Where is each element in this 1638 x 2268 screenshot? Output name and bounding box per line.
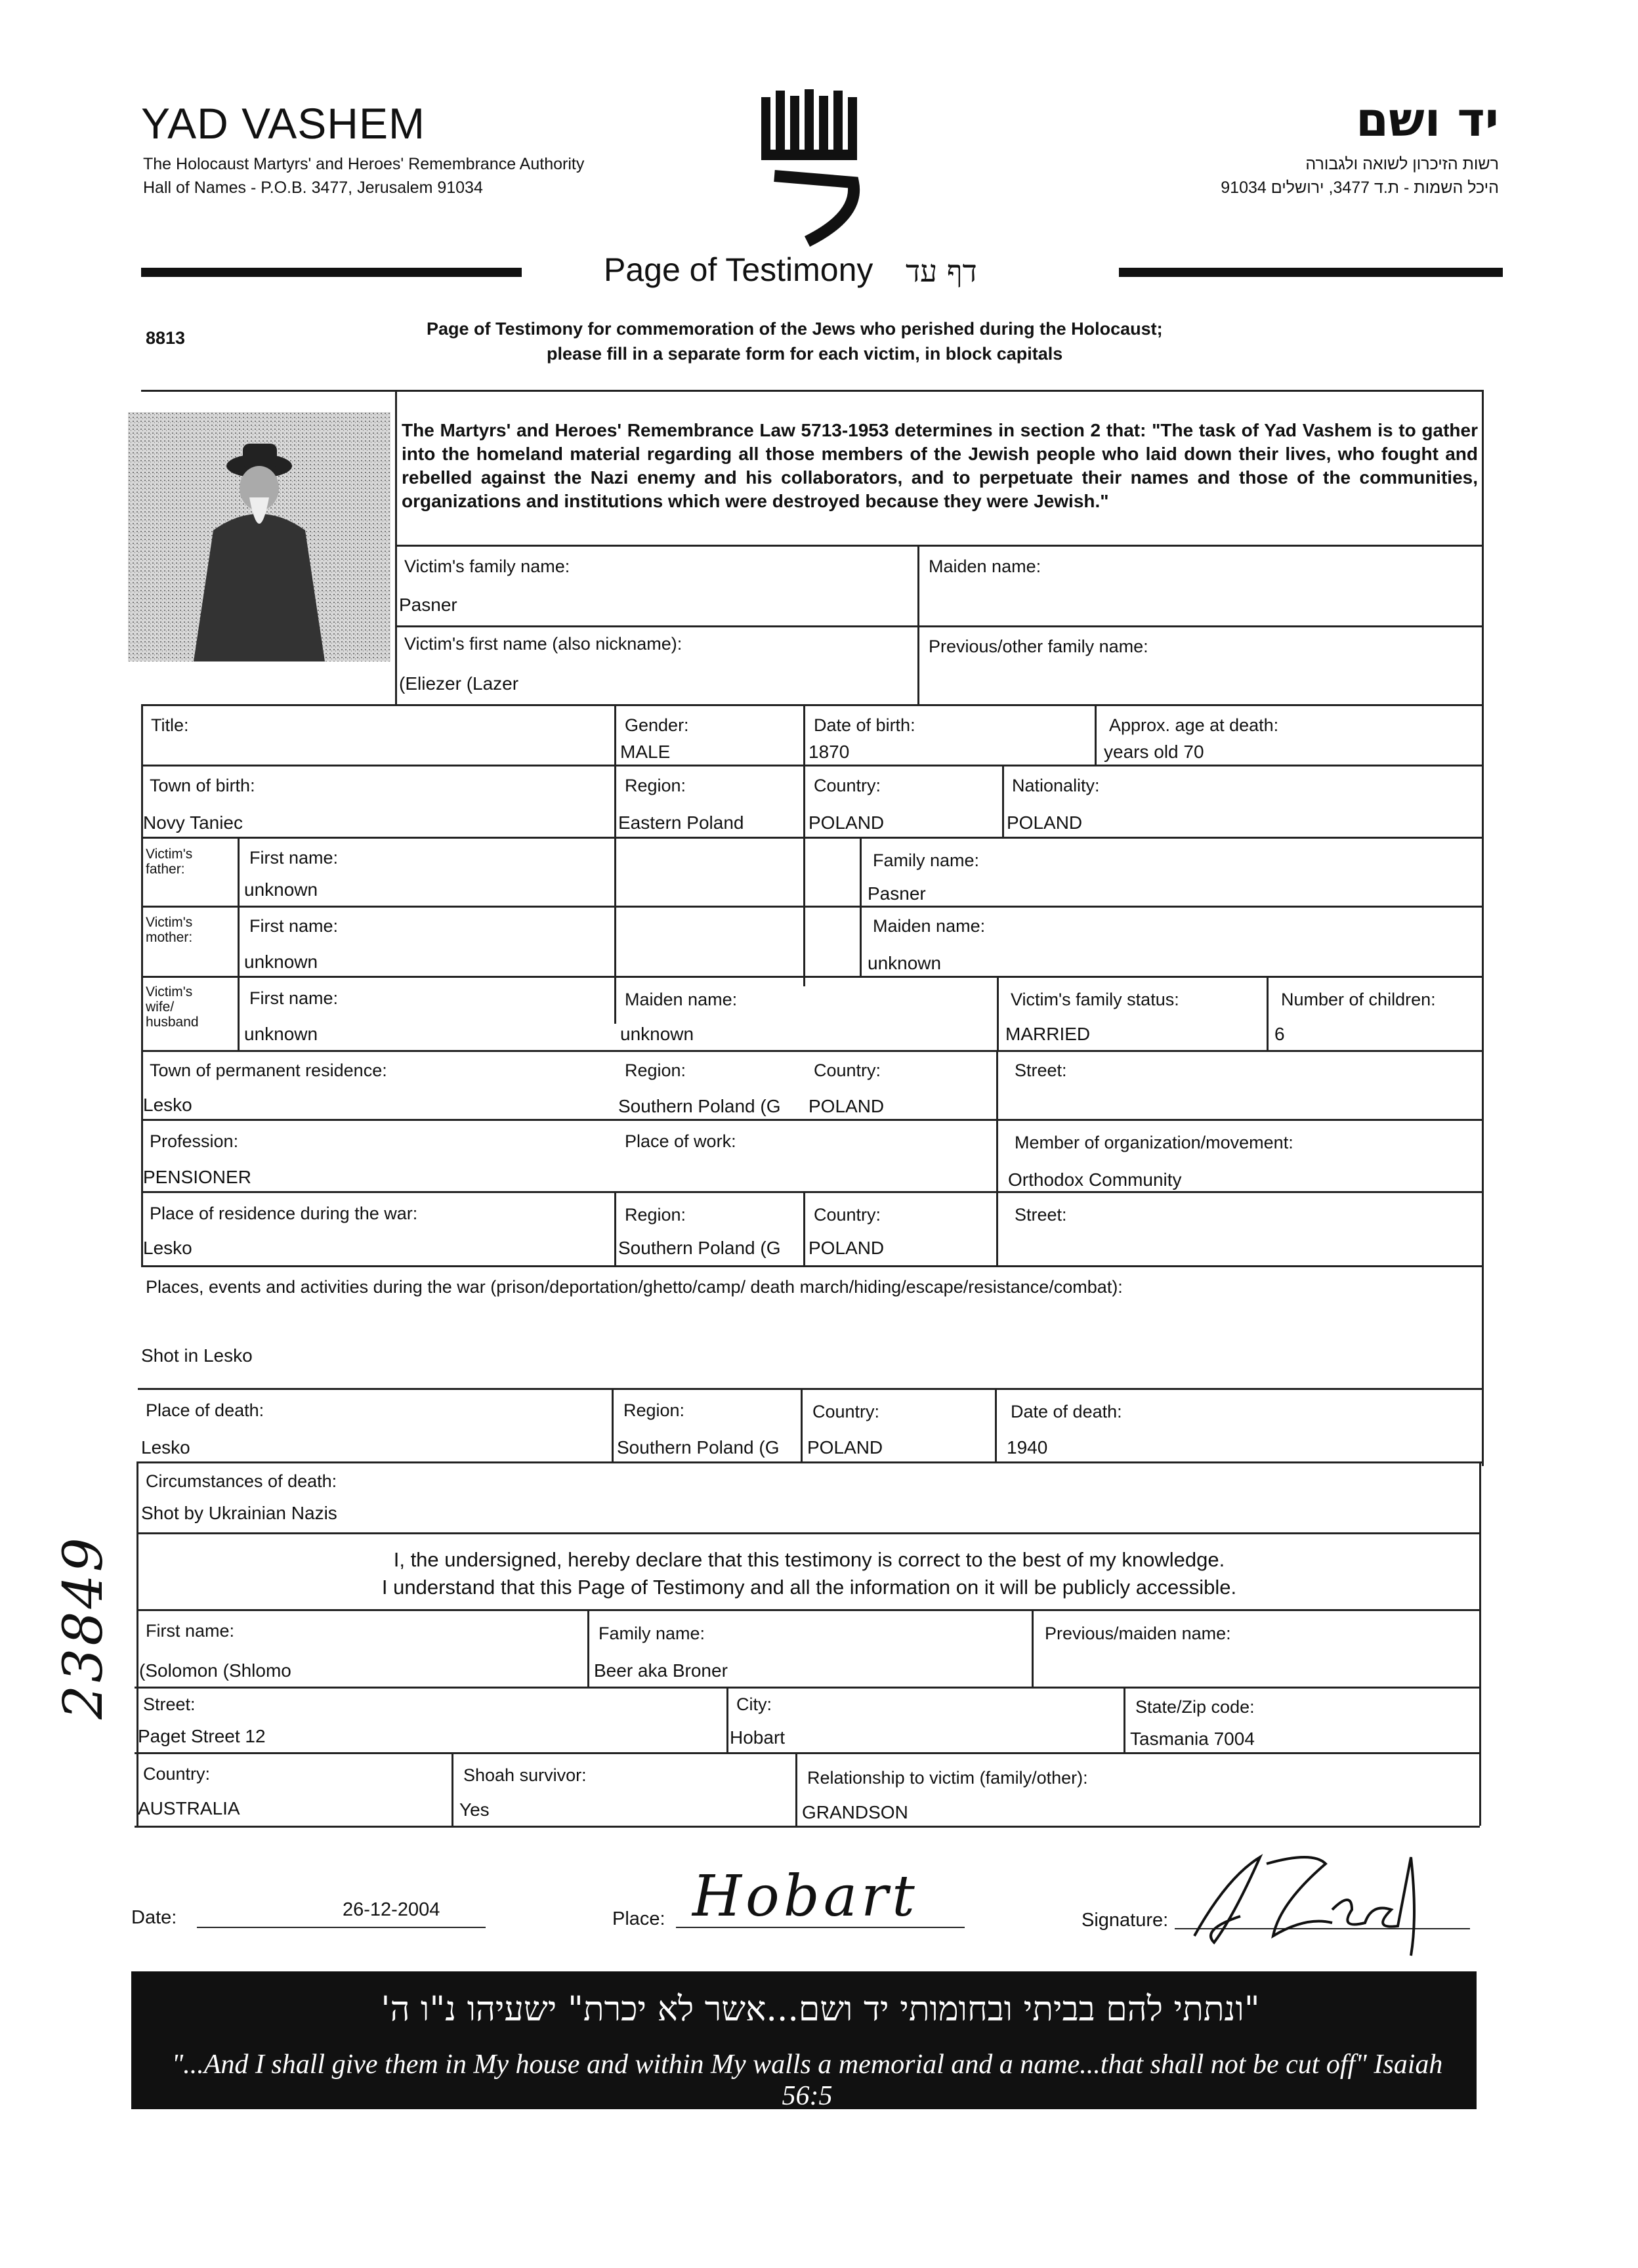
submitter-street[interactable]: Paget Street 12 [138,1726,266,1746]
war-residence-label: Place of residence during the war: [150,1204,418,1223]
father-row-label: Victim's father: [146,847,193,877]
org-line-2: Hall of Names - P.O.B. 3477, Jerusalem 91034 [143,178,483,197]
mother-maiden-name-label: Maiden name: [873,916,986,936]
events-value[interactable]: Shot in Lesko [141,1345,253,1366]
submitter-street-label: Street: [143,1694,196,1714]
form-number: 8813 [146,328,186,348]
shoah-survivor-value[interactable]: Yes [459,1799,490,1820]
submitter-city-label: City: [736,1694,772,1714]
relationship-label: Relationship to victim (family/other): [807,1768,1088,1788]
place-of-work-label: Place of work: [625,1131,736,1151]
events-label: Places, events and activities during the war (prison/deportation/ghetto/camp/ death march/hiding/escape/resistance/combat): [146,1277,1123,1297]
submitter-family-name[interactable]: Beer aka Broner [594,1660,728,1681]
org-line-1: The Holocaust Martyrs' and Heroes' Remembrance Authority [143,155,585,173]
spouse-maiden-name-label: Maiden name: [625,990,738,1009]
war-residence-value[interactable]: Lesko [143,1238,192,1258]
submitter-first-name-label: First name: [146,1621,235,1641]
org-name: YAD VASHEM [141,99,425,148]
residence-country-value[interactable]: POLAND [808,1096,885,1116]
spouse-row-label: Victim's wife/ husband [146,984,199,1030]
town-of-birth-value[interactable]: Novy Taniec [143,812,243,833]
death-country-label: Country: [812,1402,880,1421]
quote-banner [131,1971,1477,2109]
father-family-name-label: Family name: [873,850,980,870]
header-rule-left [141,268,522,277]
dob-label: Date of birth: [814,715,915,735]
submitter-country[interactable]: AUSTRALIA [138,1798,240,1818]
war-country-label: Country: [814,1205,881,1225]
banner-hebrew: "ונתתי להם בביתי ובחומותי יד ושם...אשר לא יכרת" ישעיהו נ"ו ה' [381,1990,1260,2029]
previous-family-name-label: Previous/other family name: [929,637,1148,656]
father-first-name[interactable]: unknown [244,879,318,900]
mother-maiden-name[interactable]: unknown [868,953,942,973]
war-region-label: Region: [625,1205,686,1225]
date-of-death-label: Date of death: [1011,1402,1122,1421]
header-rule-right [1119,268,1503,277]
date-label: Date: [131,1907,177,1928]
place-handwritten[interactable]: Hobart [692,1864,919,1929]
father-first-name-label: First name: [249,848,339,868]
signature-label: Signature: [1082,1910,1169,1931]
birth-country-label: Country: [814,776,881,795]
family-status-label: Victim's family status: [1011,990,1179,1009]
submitter-state-label: State/Zip code: [1135,1697,1255,1717]
instructions-1: Page of Testimony for commemoration of the Jews who perished during the Holocaust; [427,319,1163,339]
residence-region-value[interactable]: Southern Poland (G [618,1096,781,1116]
submitter-prev-name-label: Previous/maiden name: [1045,1624,1231,1643]
victim-family-name-label: Victim's family name: [404,556,570,576]
declaration [138,1546,1480,1601]
title-label: Title: [151,715,189,735]
mother-first-name-label: First name: [249,916,339,936]
hebrew-line-2: היכל השמות - ת.ד 3477, ירושלים 91034 [1221,178,1499,197]
war-street-label: Street: [1015,1205,1067,1225]
spouse-first-name[interactable]: unknown [244,1024,318,1044]
age-at-death-label: Approx. age at death: [1109,715,1279,735]
victim-photo [128,412,390,662]
children-value[interactable]: 6 [1274,1024,1285,1044]
signature-handwriting[interactable] [1175,1838,1450,1969]
profession-value[interactable]: PENSIONER [143,1167,251,1187]
victim-family-name[interactable]: Pasner [399,595,457,615]
birth-country-value[interactable]: POLAND [808,812,885,833]
mother-row-label: Victim's mother: [146,915,193,945]
submitter-country-label: Country: [143,1764,211,1784]
birth-region-value[interactable]: Eastern Poland [618,812,744,833]
residence-town-label: Town of permanent residence: [150,1060,387,1080]
place-of-death-label: Place of death: [146,1400,264,1420]
margin-handwritten-number: 23849 [52,1535,115,1719]
circumstances-value[interactable]: Shot by Ukrainian Nazis [141,1503,337,1523]
shoah-survivor-label: Shoah survivor: [463,1765,587,1785]
nationality-label: Nationality: [1012,776,1100,795]
death-country-value[interactable]: POLAND [807,1437,883,1458]
death-region-label: Region: [623,1400,685,1420]
hebrew-line-1: רשות הזיכרון לשואה ולגבורה [1305,155,1499,173]
gender-label: Gender: [625,715,689,735]
banner-english: "...And I shall give them in My house and within My walls a memorial and a name...that shall not be cut off" Isaiah 56:5 [171,2049,1443,2111]
residence-region-label: Region: [625,1060,686,1080]
submitter-city[interactable]: Hobart [730,1727,786,1748]
dob-value[interactable]: 1870 [808,742,850,762]
gender-value[interactable]: MALE [620,742,671,762]
declaration-line-1: I, the undersigned, hereby declare that this testimony is correct to the best of my knowledge. [393,1548,1225,1571]
children-label: Number of children: [1281,990,1436,1009]
profession-label: Profession: [150,1131,239,1151]
town-of-birth-label: Town of birth: [150,776,255,795]
date-value[interactable]: 26-12-2004 [343,1899,440,1920]
war-country-value[interactable]: POLAND [808,1238,885,1258]
victim-first-name-label: Victim's first name (also nickname): [404,634,682,654]
victim-first-name[interactable]: (Eliezer (Lazer [399,673,519,694]
spouse-first-name-label: First name: [249,988,339,1008]
organization-value[interactable]: Orthodox Community [1008,1169,1182,1190]
family-status-value[interactable]: MARRIED [1005,1024,1091,1044]
maiden-name-label: Maiden name: [929,556,1041,576]
submitter-family-name-label: Family name: [598,1624,705,1643]
residence-street-label: Street: [1015,1060,1067,1080]
spouse-maiden-name[interactable]: unknown [620,1024,694,1044]
father-family-name[interactable]: Pasner [868,883,926,904]
date-of-death-value[interactable]: 1940 [1007,1437,1048,1458]
mother-first-name[interactable]: unknown [244,952,318,972]
age-at-death-value[interactable]: years old 70 [1104,742,1204,762]
residence-town-value[interactable]: Lesko [143,1095,192,1115]
residence-country-label: Country: [814,1060,881,1080]
form-title-hebrew: דף עד [906,253,977,289]
yad-vashem-logo-icon [748,84,879,248]
nationality-value[interactable]: POLAND [1007,812,1083,833]
place-of-death-value[interactable]: Lesko [141,1437,190,1458]
relationship-value[interactable]: GRANDSON [802,1802,908,1822]
form-title: Page of Testimony [604,251,873,288]
hebrew-org-name: יד ושם [1355,92,1499,147]
law-text: The Martyrs' and Heroes' Remembrance Law 5713-1953 determines in section 2 that: "The task of Yad Vashem is to gather into the homeland material regarding all those members of the Jewish people who laid down their lives, who fought and rebelled against the Nazi enemy and his collaborators, and to perpetuate their names and those of the communities, organizations and institutions which were destroyed because they were Jewish." [402,420,1478,511]
date-underline [197,1927,486,1928]
circumstances-label: Circumstances of death: [146,1471,337,1491]
instructions-2: please fill in a separate form for each victim, in block capitals [547,344,1063,364]
birth-region-label: Region: [625,776,686,795]
declaration-line-2: I understand that this Page of Testimony and all the information on it will be publicly accessible. [381,1576,1237,1599]
organization-label: Member of organization/movement: [1015,1133,1293,1152]
war-region-value[interactable]: Southern Poland (G [618,1238,781,1258]
submitter-state[interactable]: Tasmania 7004 [1130,1729,1255,1749]
death-region-value[interactable]: Southern Poland (G [617,1437,780,1458]
place-label: Place: [612,1908,665,1929]
submitter-first-name[interactable]: (Solomon (Shlomo [139,1660,291,1681]
